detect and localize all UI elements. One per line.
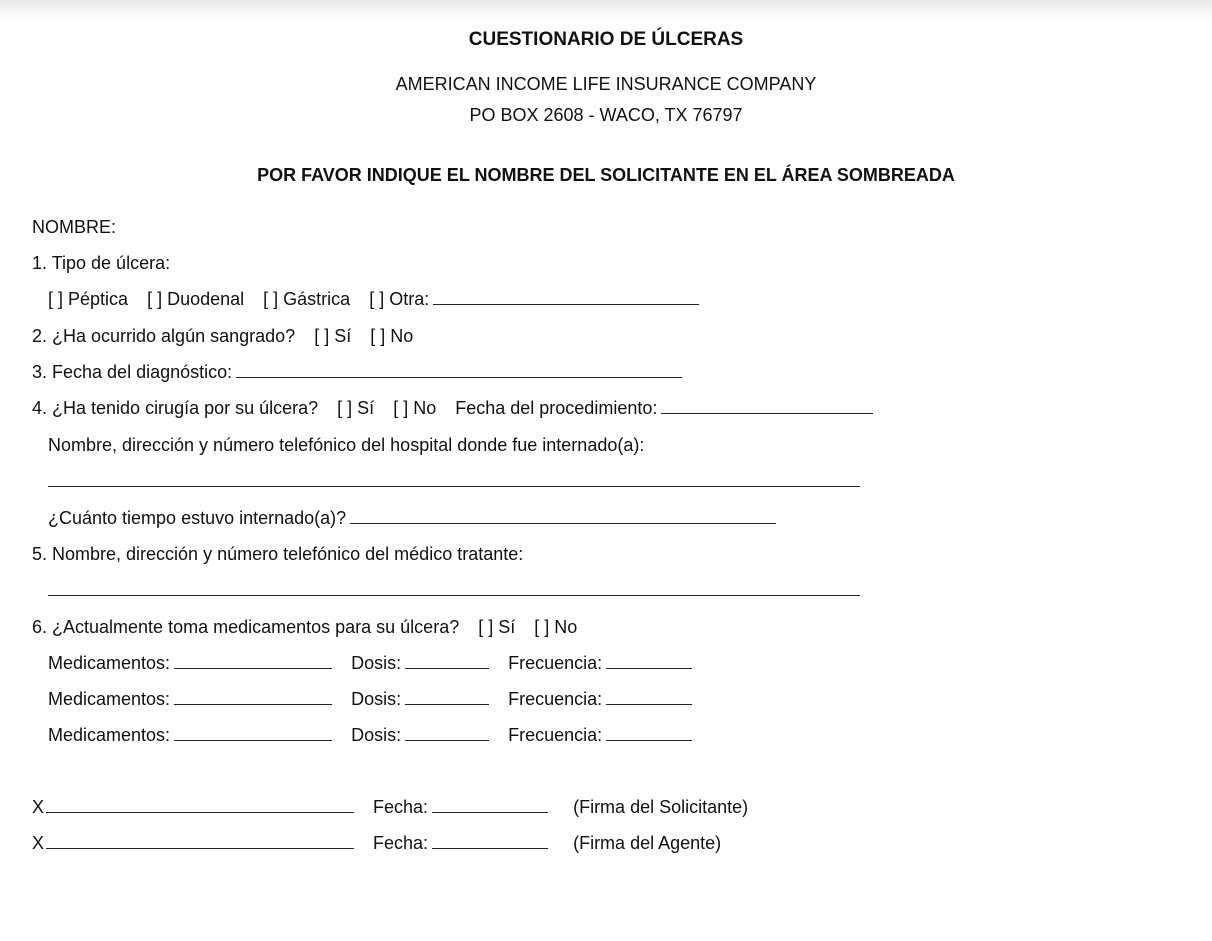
frequency-field[interactable] <box>606 724 692 741</box>
q6-label: 6. ¿Actualmente toma medicamentos para su úlcera? <box>32 617 460 637</box>
agent-signature-row <box>32 832 721 854</box>
dose-label: Dosis: <box>351 689 402 709</box>
frequency-label: Frecuencia: <box>508 689 603 709</box>
page-top-shadow <box>0 0 1212 22</box>
signature-date-label: Fecha: <box>373 797 429 817</box>
q3-label: 3. Fecha del diagnóstico: <box>32 362 233 382</box>
medication-label: Medicamentos: <box>48 725 171 745</box>
applicant-signature-field[interactable] <box>46 796 354 813</box>
procedure-date-label: Fecha del procedimiento: <box>455 398 658 418</box>
dose-field[interactable] <box>405 724 489 741</box>
diagnosis-date-field[interactable] <box>236 361 682 378</box>
medication-label: Medicamentos: <box>48 689 171 709</box>
agent-signature-field[interactable] <box>46 832 354 849</box>
hospital-field[interactable] <box>48 470 860 487</box>
document-title: CUESTIONARIO DE ÚLCERAS <box>468 29 744 50</box>
q1-label: 1. Tipo de úlcera: <box>32 253 171 273</box>
nombre-label: NOMBRE: <box>32 217 117 237</box>
medication-row <box>48 724 692 746</box>
physician-field[interactable] <box>48 579 860 596</box>
duration-label: ¿Cuánto tiempo estuvo internado(a)? <box>48 508 347 528</box>
signature-x: X <box>32 797 45 817</box>
q2-checkbox-si[interactable]: [ ] Sí <box>314 326 352 346</box>
applicant-signature-row <box>32 796 748 818</box>
frequency-label: Frecuencia: <box>508 653 603 673</box>
checkbox-gastrica[interactable]: [ ] Gástrica <box>263 289 351 309</box>
medication-label: Medicamentos: <box>48 653 171 673</box>
q4-checkbox-no[interactable]: [ ] No <box>393 398 437 418</box>
q5-label: 5. Nombre, dirección y número telefónico del médico tratante: <box>32 544 524 564</box>
dose-label: Dosis: <box>351 725 402 745</box>
signature-role: (Firma del Solicitante) <box>573 797 749 817</box>
frequency-field[interactable] <box>606 688 692 705</box>
q2-label: 2. ¿Ha ocurrido algún sangrado? <box>32 326 296 346</box>
company-name: AMERICAN INCOME LIFE INSURANCE COMPANY <box>395 74 817 94</box>
q4-checkbox-si[interactable]: [ ] Sí <box>337 398 375 418</box>
medication-field[interactable] <box>174 688 332 705</box>
q1-options <box>48 288 699 310</box>
instruction-text: POR FAVOR INDIQUE EL NOMBRE DEL SOLICITANTE EN EL ÁREA SOMBREADA <box>257 165 955 185</box>
duration-field[interactable] <box>350 507 776 524</box>
signature-x: X <box>32 833 45 853</box>
medication-row <box>48 688 692 710</box>
checkbox-duodenal[interactable]: [ ] Duodenal <box>147 289 245 309</box>
company-address: PO BOX 2608 - WACO, TX 76797 <box>469 105 743 125</box>
dose-label: Dosis: <box>351 653 402 673</box>
hospital-label: Nombre, dirección y número telefónico del hospital donde fue internado(a): <box>48 435 645 455</box>
medication-field[interactable] <box>174 652 332 669</box>
signature-role: (Firma del Agente) <box>573 833 722 853</box>
applicant-date-field[interactable] <box>432 796 548 813</box>
frequency-field[interactable] <box>606 652 692 669</box>
signature-date-label: Fecha: <box>373 833 429 853</box>
frequency-label: Frecuencia: <box>508 725 603 745</box>
medication-field[interactable] <box>174 724 332 741</box>
q4-label: 4. ¿Ha tenido cirugía por su úlcera? <box>32 398 319 418</box>
procedure-date-field[interactable] <box>661 397 873 414</box>
medication-row <box>48 652 692 674</box>
q2-checkbox-no[interactable]: [ ] No <box>370 326 414 346</box>
otra-field[interactable] <box>433 288 699 305</box>
dose-field[interactable] <box>405 652 489 669</box>
dose-field[interactable] <box>405 688 489 705</box>
checkbox-otra[interactable]: [ ] Otra: <box>369 289 430 309</box>
q6-checkbox-no[interactable]: [ ] No <box>534 617 578 637</box>
checkbox-peptica[interactable]: [ ] Péptica <box>48 289 129 309</box>
agent-date-field[interactable] <box>432 832 548 849</box>
q6-checkbox-si[interactable]: [ ] Sí <box>478 617 516 637</box>
